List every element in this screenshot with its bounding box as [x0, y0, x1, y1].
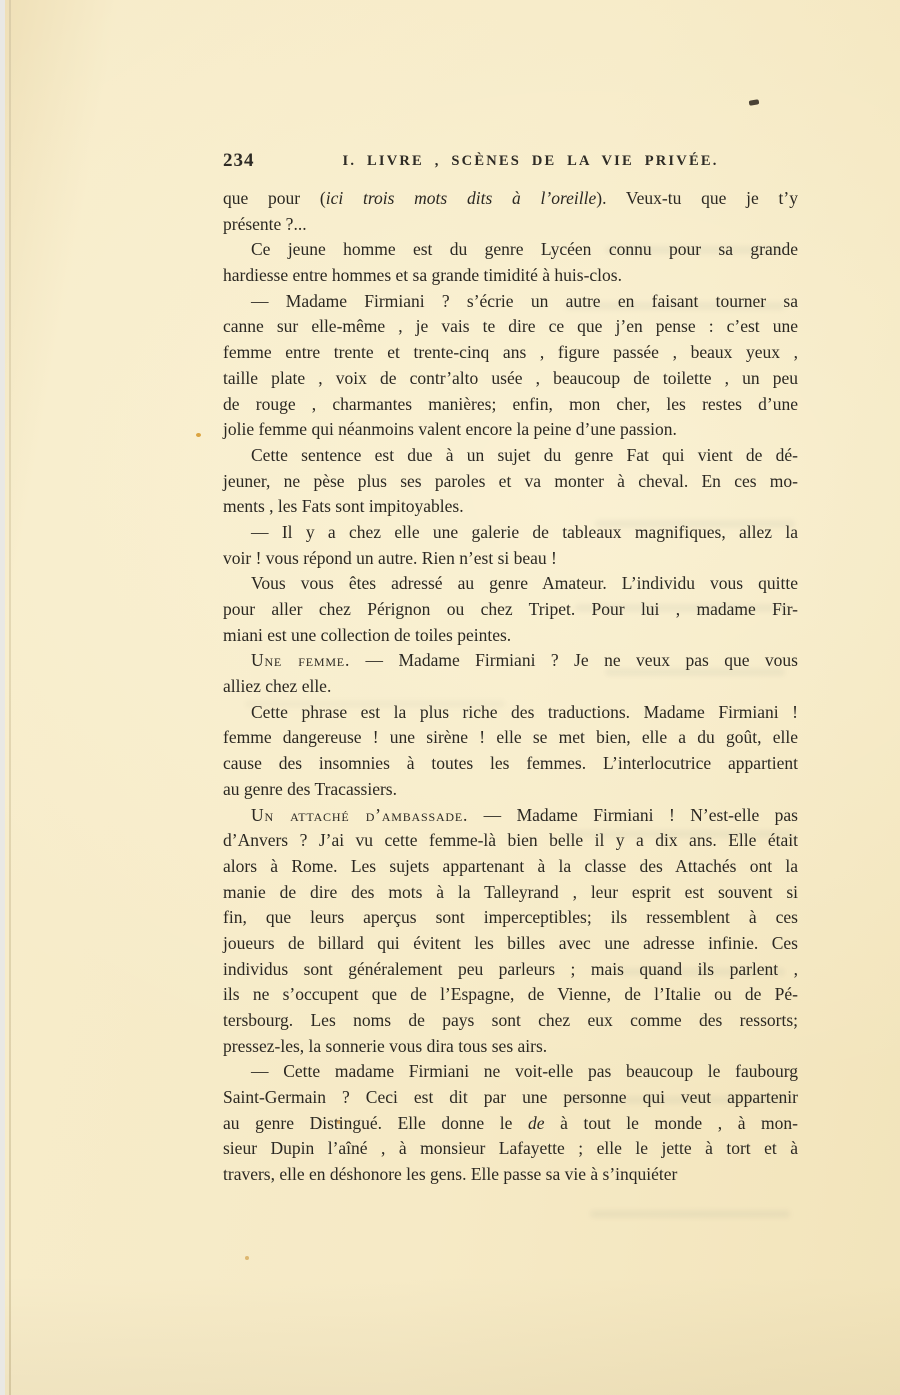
text-line — [223, 1162, 798, 1188]
text-line — [223, 443, 798, 469]
text-line — [223, 520, 798, 546]
text-line — [223, 263, 798, 289]
text-segment: jolie femme qui néanmoins valent encore la peine d’une passion. — [223, 419, 677, 440]
text-segment: individus sont généralement peu parleurs ; mais quand ils parlent , — [223, 958, 798, 979]
text-line — [223, 469, 798, 495]
text-segment: — Il y a chez elle une galerie de tableaux magnifiques, allez la — [251, 521, 798, 542]
text-segment: à tout le monde , à mon- — [544, 1112, 798, 1133]
text-segment: pressez-les, la sonnerie vous dira tous ses airs. — [223, 1035, 548, 1056]
text-line — [223, 1034, 798, 1060]
text-segment: femme entre trente et trente-cinq ans , figure passée , beaux yeux , — [223, 342, 798, 363]
text-segment: joueurs de billard qui évitent les billes avec une adresse infinie. Ces — [223, 932, 798, 953]
show-through-smudge — [590, 1210, 790, 1218]
text-line — [223, 1008, 798, 1034]
text-segment: au genre des Tracassiers. — [223, 778, 397, 799]
text-line — [223, 417, 798, 443]
text-segment: ments , les Fats sont impitoyables. — [223, 496, 464, 517]
text-line — [223, 314, 798, 340]
text-line — [223, 289, 798, 315]
text-line — [223, 803, 798, 829]
text-line — [223, 982, 798, 1008]
text-line — [223, 674, 798, 700]
text-segment: Cette phrase est la plus riche des traductions. Madame Firmiani ! — [251, 701, 798, 722]
paper-speck — [245, 1256, 249, 1260]
page-body — [223, 186, 798, 1188]
text-line — [223, 905, 798, 931]
text-segment: fin, que leurs aperçus sont imperceptibles; ils ressemblent à ces — [223, 907, 798, 928]
text-segment: — Cette madame Firmiani ne voit-elle pas beaucoup le faubourg — [251, 1061, 798, 1082]
text-line — [223, 392, 798, 418]
text-segment: travers, elle en déshonore les gens. Elle passe sa vie à s’inquiéter — [223, 1164, 678, 1185]
page-number: 234 — [223, 150, 255, 171]
text-segment: femme dangereuse ! une sirène ! elle se met bien, elle a du goût, elle — [223, 727, 798, 748]
text-line — [223, 340, 798, 366]
paper-edge-line — [9, 0, 11, 1395]
text-segment: de rouge , charmantes manières; enfin, mon cher, les restes d’une — [223, 393, 798, 414]
page-header — [223, 150, 798, 176]
text-line — [223, 571, 798, 597]
text-line — [223, 623, 798, 649]
text-line — [223, 186, 798, 212]
text-line — [223, 725, 798, 751]
text-line — [223, 494, 798, 520]
text-line — [223, 597, 798, 623]
paper-speck — [196, 433, 201, 437]
italic-text: ici trois mots dits à l’oreille — [325, 188, 597, 208]
text-segment: alliez chez elle. — [223, 676, 332, 697]
text-segment: jeuner, ne pèse plus ses paroles et va monter à cheval. En ces mo- — [223, 470, 798, 491]
text-segment: manie de dire des mots à la Talleyrand , leur esprit est souvent si — [223, 881, 798, 902]
text-segment: — Madame Firmiani ? s’écrie un autre en faisant tourner sa — [251, 290, 798, 311]
ink-mark — [749, 99, 760, 106]
text-segment: d’Anvers ? J’ai vu cette femme-là bien belle il y a dix ans. Elle était — [223, 830, 798, 851]
text-line — [223, 648, 798, 674]
text-line — [223, 1136, 798, 1162]
speaker-label: Un attaché d’ambassade. — [251, 804, 469, 825]
text-line — [223, 1085, 798, 1111]
text-line — [223, 366, 798, 392]
text-line — [223, 777, 798, 803]
text-line — [223, 546, 798, 572]
text-line — [223, 957, 798, 983]
text-segment: miani est une collection de toiles peintes. — [223, 624, 512, 645]
text-segment: hardiesse entre hommes et sa grande timidité à huis-clos. — [223, 265, 622, 286]
text-line — [223, 751, 798, 777]
text-segment: Saint-Germain ? Ceci est dit par une personne qui veut appartenir — [223, 1087, 798, 1108]
italic-text: de — [527, 1112, 545, 1133]
text-segment: pour aller chez Pérignon ou chez Tripet. Pour lui , madame Fir- — [223, 599, 798, 619]
text-segment: sieur Dupin l’aîné , à monsieur Lafayette ; elle le jette à tort et à — [223, 1138, 798, 1159]
text-segment: que pour ( — [223, 188, 326, 208]
text-line — [223, 854, 798, 880]
text-segment: taille plate , voix de contr’alto usée , beaucoup de toilette , un peu — [223, 367, 798, 388]
speaker-label: Une femme. — [251, 650, 351, 671]
running-title: I. LIVRE , SCÈNES DE LA VIE PRIVÉE. — [342, 153, 719, 169]
text-line — [223, 700, 798, 726]
text-line — [223, 237, 798, 263]
text-segment: — Madame Firmiani ! N’est-elle pas — [468, 804, 798, 825]
text-line — [223, 931, 798, 957]
text-segment: Ce jeune homme est du genre Lycéen connu pour sa grande — [251, 239, 798, 260]
text-segment: alors à Rome. Les sujets appartenant à la classe des Attachés ont la — [223, 855, 798, 876]
text-segment: ). Veux-tu que je t’y — [596, 188, 798, 208]
text-line — [223, 212, 798, 238]
text-segment: Vous vous êtes adressé au genre Amateur. L’individu vous quitte — [251, 573, 798, 594]
text-line — [223, 828, 798, 854]
text-segment: au genre Distingué. Elle donne le — [223, 1112, 528, 1133]
book-page — [5, 0, 900, 1395]
text-segment: voir ! vous répond un autre. Rien n’est si beau ! — [223, 547, 557, 568]
text-segment: présente ?... — [223, 213, 307, 234]
text-segment: ils ne s’occupent que de l’Espagne, de Vienne, de l’Italie ou de Pé- — [223, 984, 798, 1005]
text-segment: Cette sentence est due à un sujet du genre Fat qui vient de dé- — [251, 444, 798, 465]
text-segment: tersbourg. Les noms de pays sont chez eux comme des ressorts; — [223, 1010, 798, 1030]
text-segment: canne sur elle-même , je vais te dire ce que j’en pense : c’est une — [223, 316, 798, 337]
text-line — [223, 880, 798, 906]
paper-shading — [5, 1275, 900, 1395]
text-segment: cause des insomnies à toutes les femmes. L’interlocutrice appartient — [223, 753, 798, 774]
text-segment: — Madame Firmiani ? Je ne veux pas que vous — [350, 650, 798, 671]
text-line — [223, 1059, 798, 1085]
text-line — [223, 1111, 798, 1137]
